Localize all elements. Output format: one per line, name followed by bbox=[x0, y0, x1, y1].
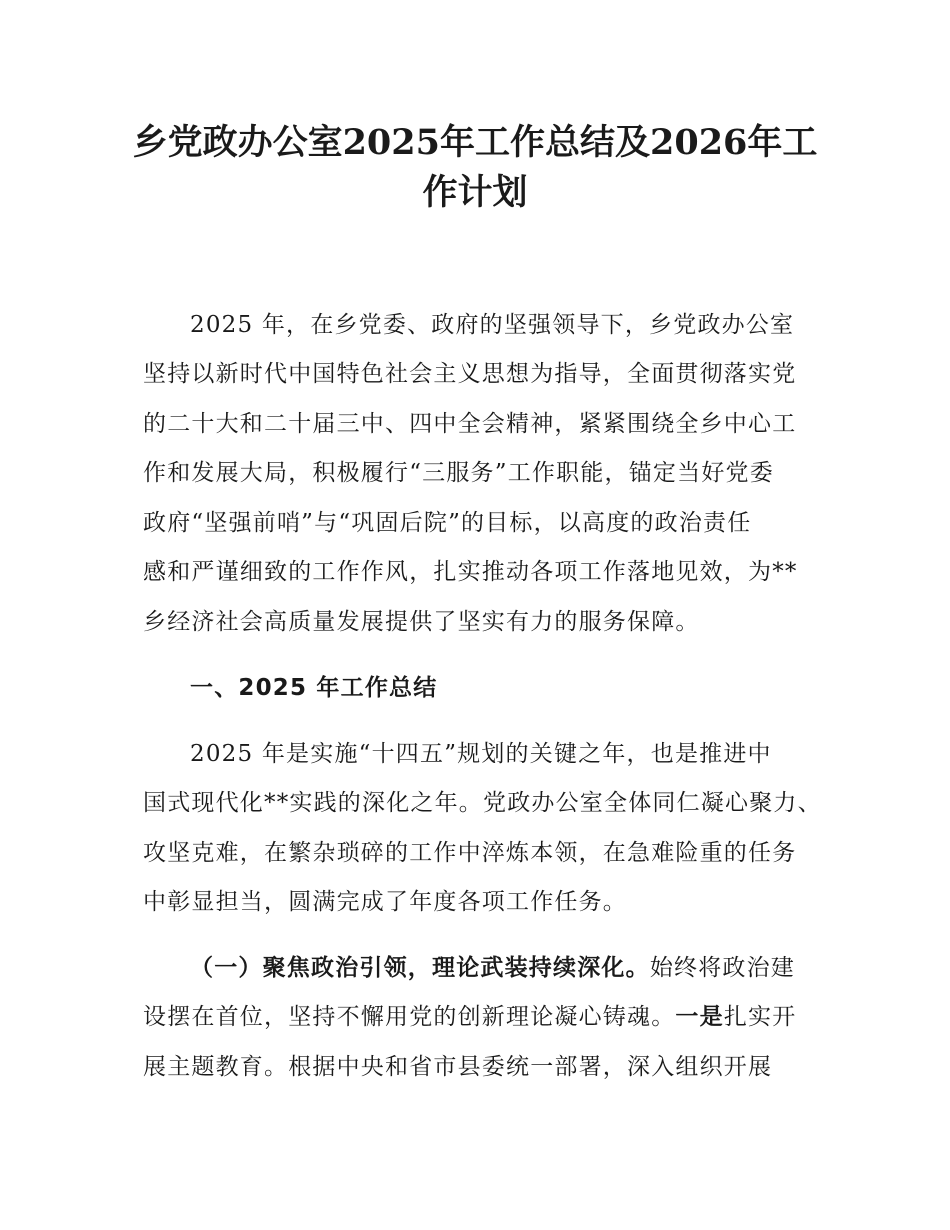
subsection-1-line-3: 展主题教育。根据中央和省市县委统一部署，深入组织开展 bbox=[143, 1054, 773, 1080]
document-title-line-1: 乡党政办公室2025年工作总结及2026年工 bbox=[132, 122, 818, 163]
subsection-1-point-1-label: 一是 bbox=[675, 1004, 724, 1030]
summary-line-3: 攻坚克难，在繁杂琐碎的工作中淬炼本领，在急难险重的任务 bbox=[143, 840, 797, 866]
subsection-1-line-1 bbox=[190, 953, 795, 983]
summary-line-1: 2025 年是实施“十四五”规划的关键之年，也是推进中 bbox=[190, 741, 772, 767]
subsection-1-line-2-rest: 扎实开 bbox=[723, 1004, 797, 1030]
summary-line-2: 国式现代化**实践的深化之年。党政办公室全体同仁凝心聚力、 bbox=[143, 790, 822, 816]
intro-line-3: 的二十大和二十届三中、四中全会精神，紧紧围绕全乡中心工 bbox=[143, 411, 797, 437]
subsection-1-line-1-rest: 始终将政治建 bbox=[649, 955, 796, 981]
intro-line-1: 2025 年，在乡党委、政府的坚强领导下，乡党政办公室 bbox=[190, 312, 795, 338]
subsection-1-line-2 bbox=[143, 1002, 796, 1032]
section-1-heading: 一、2025 年工作总结 bbox=[190, 675, 438, 701]
intro-line-7: 乡经济社会高质量发展提供了坚实有力的服务保障。 bbox=[143, 609, 700, 635]
intro-line-6: 感和严谨细致的工作作风，扎实推动各项工作落地见效，为** bbox=[143, 559, 798, 585]
subsection-1-heading: （一）聚焦政治引领，理论武装持续深化。 bbox=[190, 955, 650, 981]
intro-line-2: 坚持以新时代中国特色社会主义思想为指导，全面贯彻落实党 bbox=[143, 361, 797, 387]
summary-line-4: 中彰显担当，圆满完成了年度各项工作任务。 bbox=[143, 889, 627, 915]
document-title-line-2: 作计划 bbox=[422, 172, 528, 213]
intro-line-5: 政府“坚强前哨”与“巩固后院”的目标，以高度的政治责任 bbox=[143, 510, 752, 536]
subsection-1-line-2-text: 设摆在首位，坚持不懈用党的创新理论凝心铸魂。 bbox=[143, 1004, 676, 1030]
intro-line-4: 作和发展大局，积极履行“三服务”工作职能，锚定当好党委 bbox=[143, 460, 774, 486]
